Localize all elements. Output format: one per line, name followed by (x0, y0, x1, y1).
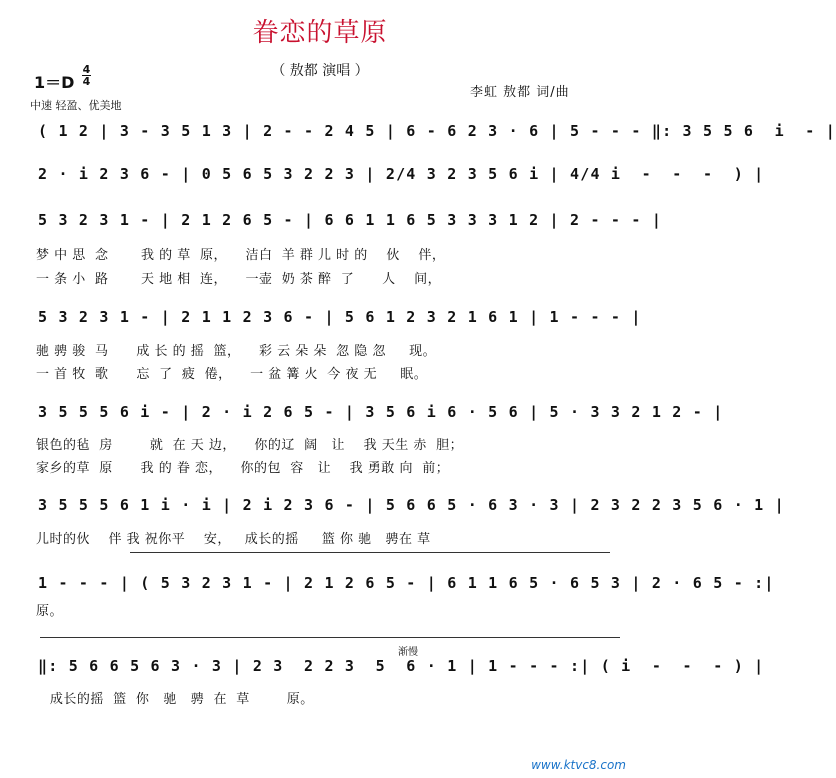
tempo-marking: 中速 轻盈、优美地 (30, 99, 122, 112)
volta-bracket-1 (130, 552, 610, 553)
ritardando-marking: 渐慢 (398, 647, 418, 658)
score-line-3: 5 3 2 3 1 - | 2 1 2 6 5 - | 6 6 1 1 6 5 3 3 3 1 2 | 2 - - - | (38, 211, 663, 229)
performer-subtitle: （ 敖都 演唱 ） (271, 63, 369, 79)
score-line-8: ‖: 5 6 6 5 6 3 · 3 | 2 3 2 2 3 5 6 · 1 | 1 - - - :| ( i - - - ) | (38, 657, 765, 675)
lyric-line-3-verse-2: 一 条 小 路 天 地 相 连， 一壶 奶 茶 醉 了 人 间， (36, 272, 442, 287)
lyric-line-8: 成长的摇 篮 你 驰 骋 在 草 原。 (36, 692, 314, 707)
time-top: 4 (82, 63, 91, 76)
lyric-line-5-verse-1: 银色的毡 房 就 在 天 边， 你的辽 阔 让 我 天生 赤 胆； (36, 438, 464, 453)
score-line-1: ( 1 2 | 3 - 3 5 1 3 | 2 - - 2 4 5 | 6 - 6 2 3 · 6 | 5 - - - ‖: 3 5 5 6 i - | (38, 122, 836, 140)
lyric-line-7: 原。 (36, 604, 64, 619)
score-line-4: 5 3 2 3 1 - | 2 1 1 2 3 6 - | 5 6 1 2 3 2 1 6 1 | 1 - - - | (38, 308, 642, 326)
time-bottom: 4 (82, 75, 91, 88)
lyricist-composer-credit: 李虹 敖都 词/曲 (470, 85, 570, 100)
score-line-7: 1 - - - | ( 5 3 2 3 1 - | 2 1 2 6 5 - | 6 1 1 6 5 · 6 5 3 | 2 · 6 5 - :| (38, 574, 775, 592)
time-signature (82, 64, 91, 87)
lyric-line-6: 儿时的伙 伴 我 祝你平 安， 成长的摇 篮 你 驰 骋在 草 (36, 532, 431, 547)
score-line-6: 3 5 5 5 6 1 i · i | 2 i 2 3 6 - | 5 6 6 5 · 6 3 · 3 | 2 3 2 2 3 5 6 · 1 | (38, 496, 785, 514)
volta-bracket-2 (40, 637, 620, 638)
site-watermark: www.ktvc8.com (531, 758, 626, 772)
lyric-line-4-verse-1: 驰 骋 骏 马 成 长 的 摇 篮， 彩 云 朵 朵 忽 隐 忽 现。 (36, 344, 437, 359)
lyric-line-3-verse-1: 梦 中 思 念 我 的 草 原， 洁白 羊 群 儿 时 的 伙 伴， (36, 248, 446, 263)
song-title: 眷恋的草原 (252, 18, 388, 48)
key-signature: 1＝D (34, 73, 75, 92)
score-line-5: 3 5 5 5 6 i - | 2 · i 2 6 5 - | 3 5 6 i 6 · 5 6 | 5 · 3 3 2 1 2 - | (38, 403, 724, 421)
lyric-line-4-verse-2: 一 首 牧 歌 忘 了 疲 倦， 一 盆 篝 火 今 夜 无 眠。 (36, 367, 428, 382)
score-line-2: 2 · i 2 3 6 - | 0 5 6 5 3 2 2 3 | 2/4 3 2 3 5 6 i | 4/4 i - - - ) | (38, 165, 765, 183)
lyric-line-5-verse-2: 家乡的草 原 我 的 眷 恋， 你的包 容 让 我 勇敢 向 前； (36, 461, 450, 476)
